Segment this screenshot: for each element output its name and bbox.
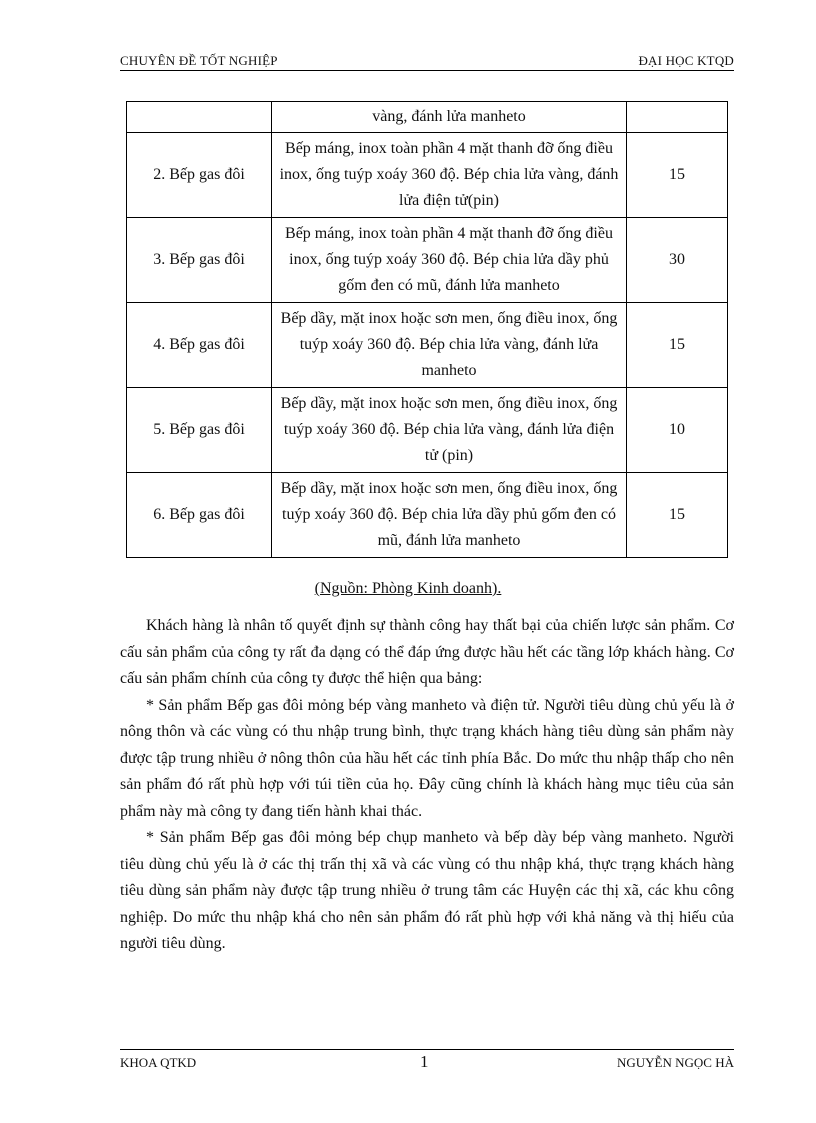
product-name-cell: 2. Bếp gas đôi: [127, 133, 272, 218]
product-quantity-cell: 15: [627, 303, 728, 388]
table-row: [127, 303, 728, 388]
product-description-cell: Bếp máng, inox toàn phần 4 mặt thanh đỡ ống điều inox, ống tuýp xoáy 360 độ. Bép chia lửa vàng, đánh lửa điện tử(pin): [272, 133, 627, 218]
product-name-cell: 3. Bếp gas đôi: [127, 218, 272, 303]
product-table: [126, 101, 728, 558]
product-name-cell: [127, 102, 272, 133]
product-description-cell: vàng, đánh lửa manheto: [272, 102, 627, 133]
paragraph: Khách hàng là nhân tố quyết định sự thành công hay thất bại của chiến lược sản phẩm. Cơ cấu sản phẩm của công ty rất đa dạng có thể đáp ứng được hầu hết các tầng lớp khách hàng. Cơ cấu sản phẩm chính của công ty được thể hiện qua bảng:: [120, 617, 734, 687]
product-description-cell: Bếp dầy, mặt inox hoặc sơn men, ống điều inox, ống tuýp xoáy 360 độ. Bép chia lửa dầy phủ gốm đen có mũ, đánh lửa manheto: [272, 473, 627, 558]
product-name-cell: 5. Bếp gas đôi: [127, 388, 272, 473]
page-number: 1: [420, 1052, 429, 1071]
footer-department: KHOA QTKD: [120, 1055, 197, 1070]
paragraph: * Sản phẩm Bếp gas đôi mỏng bép chụp manheto và bếp dày bép vàng manheto. Người tiêu dùng chủ yếu là ở các thị trấn thị xã và các vùng có thu nhập khá, thực trạng khách hàng tiêu dùng sản phẩm này được tập trung nhiều ở trung tâm các Huyện các thị xã, các khu công nghiệp. Do mức thu nhập khá cho nên sản phẩm đó rất phù hợp với khả năng và thị hiếu của người tiêu dùng.: [120, 829, 734, 952]
table-row: [127, 218, 728, 303]
product-quantity-cell: 10: [627, 388, 728, 473]
product-description-cell: Bếp dầy, mặt inox hoặc sơn men, ống điều inox, ống tuýp xoáy 360 độ. Bép chia lửa vàng, đánh lửa manheto: [272, 303, 627, 388]
product-quantity-cell: 15: [627, 133, 728, 218]
page-footer: [120, 1049, 734, 1074]
table-source-note: [0, 580, 816, 598]
product-quantity-cell: 30: [627, 218, 728, 303]
header-right-title: ĐẠI HỌC KTQD: [638, 53, 734, 68]
product-name-cell: 6. Bếp gas đôi: [127, 473, 272, 558]
table-row: [127, 133, 728, 218]
table-row: [127, 388, 728, 473]
header-left-title: CHUYÊN ĐỀ TỐT NGHIỆP: [120, 53, 278, 68]
paragraph: * Sản phẩm Bếp gas đôi mỏng bép vàng manheto và điện tử. Người tiêu dùng chủ yếu là ở nông thôn và các vùng có thu nhập trung bình, thực trạng khách hàng tiêu dùng sản phẩm này được tập trung nhiều ở nông thôn của hầu hết các tỉnh phía Bắc. Do mức thu nhập thấp cho nên sản phẩm đó rất phù hợp với túi tiền của họ. Đây cũng chính là khách hàng mục tiêu của sản phẩm này mà công ty đang tiến hành khai thác.: [120, 696, 734, 820]
table-row: [127, 473, 728, 558]
product-description-cell: Bếp dầy, mặt inox hoặc sơn men, ống điều inox, ống tuýp xoáy 360 độ. Bép chia lửa vàng, đánh lửa điện tử (pin): [272, 388, 627, 473]
body-text: [120, 613, 734, 958]
product-name-cell: 4. Bếp gas đôi: [127, 303, 272, 388]
product-quantity-cell: 15: [627, 473, 728, 558]
table-row: [127, 102, 728, 133]
footer-author: NGUYỄN NGỌC HÀ: [617, 1055, 734, 1070]
table-source-text: (Nguồn: Phòng Kinh doanh).: [314, 580, 502, 597]
product-description-cell: Bếp máng, inox toàn phần 4 mặt thanh đỡ ống điều inox, ống tuýp xoáy 360 độ. Bép chia lửa dầy phủ gốm đen có mũ, đánh lửa manheto: [272, 218, 627, 303]
product-quantity-cell: [627, 102, 728, 133]
page-header: [120, 52, 734, 71]
